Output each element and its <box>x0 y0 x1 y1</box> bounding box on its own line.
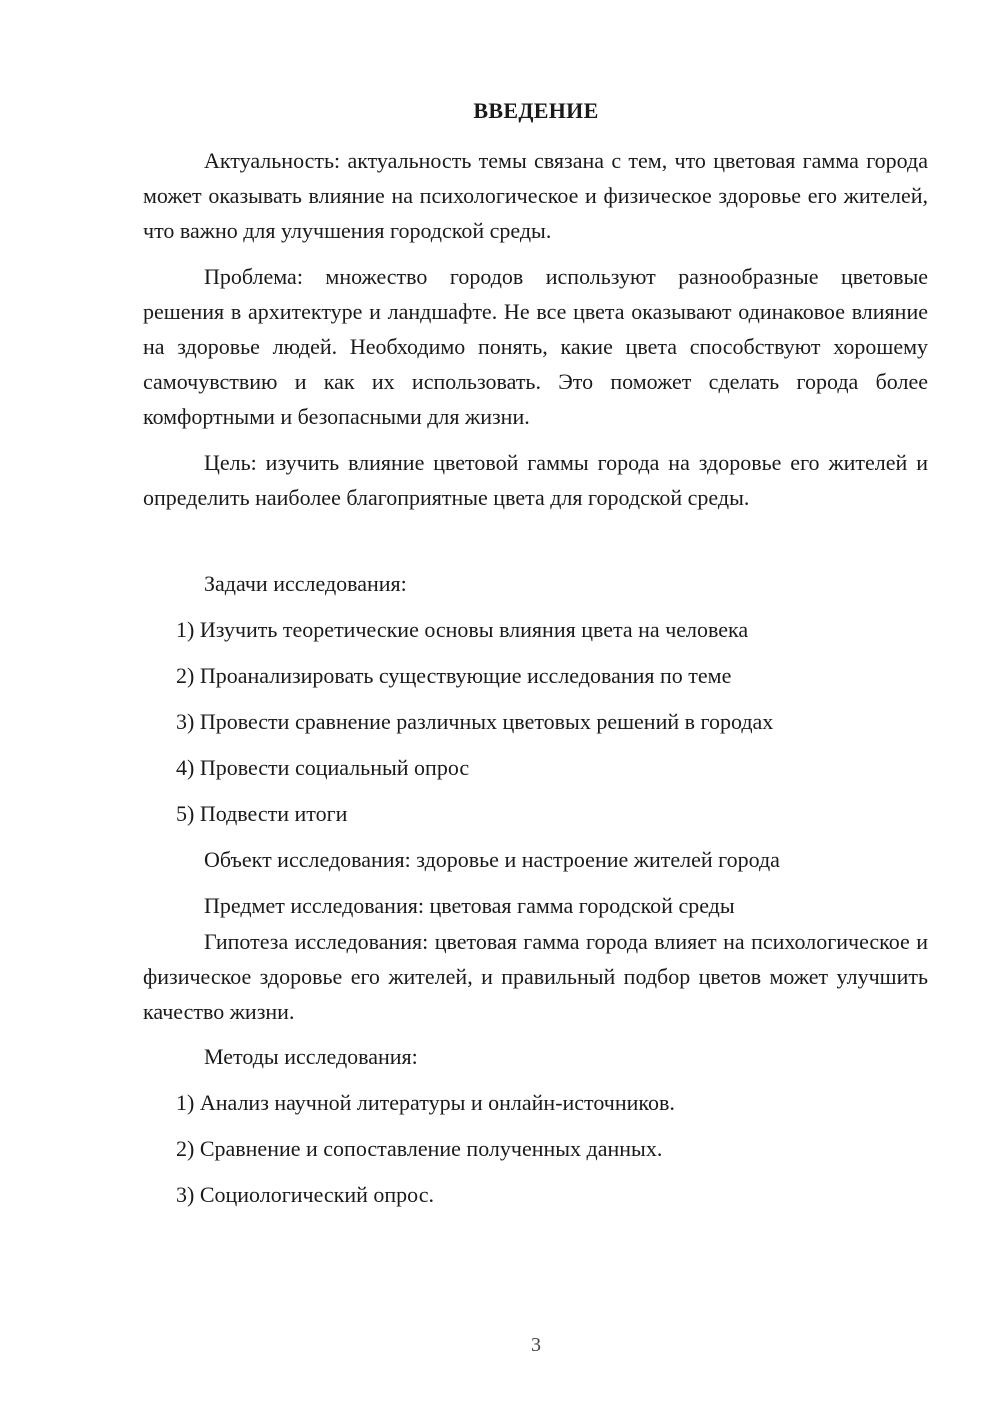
page-number: 3 <box>531 1334 541 1356</box>
list-item-task: 3) Провести сравнение различных цветовых решений в городах <box>176 709 774 734</box>
paragraph-hypothesis: Гипотеза исследования: цветовая гамма города влияет на психологическое и физическое здоровье его жителей, и правильный подбор цветов может улучшить качество жизни. <box>143 929 928 1024</box>
list-item-task: 4) Провести социальный опрос <box>176 755 470 780</box>
document-body <box>143 143 928 259</box>
methods-section <box>143 1034 928 1218</box>
research-subject: Предмет исследования: цветовая гамма городской среды <box>204 893 735 918</box>
list-item-method: 3) Социологический опрос. <box>176 1182 434 1207</box>
list-item-task: 5) Подвести итоги <box>176 801 348 826</box>
tasks-section <box>143 561 928 929</box>
list-item-method: 2) Сравнение и сопоставление полученных данных. <box>176 1136 663 1161</box>
document-body-goal <box>143 445 928 526</box>
methods-heading: Методы исследования: <box>204 1044 418 1069</box>
document-body-problem <box>143 259 928 445</box>
research-object: Объект исследования: здоровье и настроение жителей города <box>204 847 780 872</box>
document-body-hypothesis <box>143 924 928 1040</box>
paragraph-problem: Проблема: множество городов используют разнообразные цветовые решения в архитектуре и ландшафте. Не все цвета оказывают одинаковое влияние на здоровье людей. Необходимо понять, какие цвета способствуют хорошему самочувствию и как их использовать. Это поможет сделать города более комфортными и безопасными для жизни. <box>143 264 928 429</box>
paragraph-relevance: Актуальность: актуальность темы связана с тем, что цветовая гамма города может оказывать влияние на психологическое и физическое здоровье его жителей, что важно для улучшения городской среды. <box>143 148 928 243</box>
list-item-method: 1) Анализ научной литературы и онлайн-источников. <box>176 1090 675 1115</box>
tasks-heading: Задачи исследования: <box>204 571 407 596</box>
paragraph-goal: Цель: изучить влияние цветовой гаммы города на здоровье его жителей и определить наиболее благоприятные цвета для городской среды. <box>143 450 928 510</box>
list-item-task: 1) Изучить теоретические основы влияния цвета на человека <box>176 617 749 642</box>
document-title: ВВЕДЕНИЕ <box>473 98 599 123</box>
list-item-task: 2) Проанализировать существующие исследования по теме <box>176 663 732 688</box>
